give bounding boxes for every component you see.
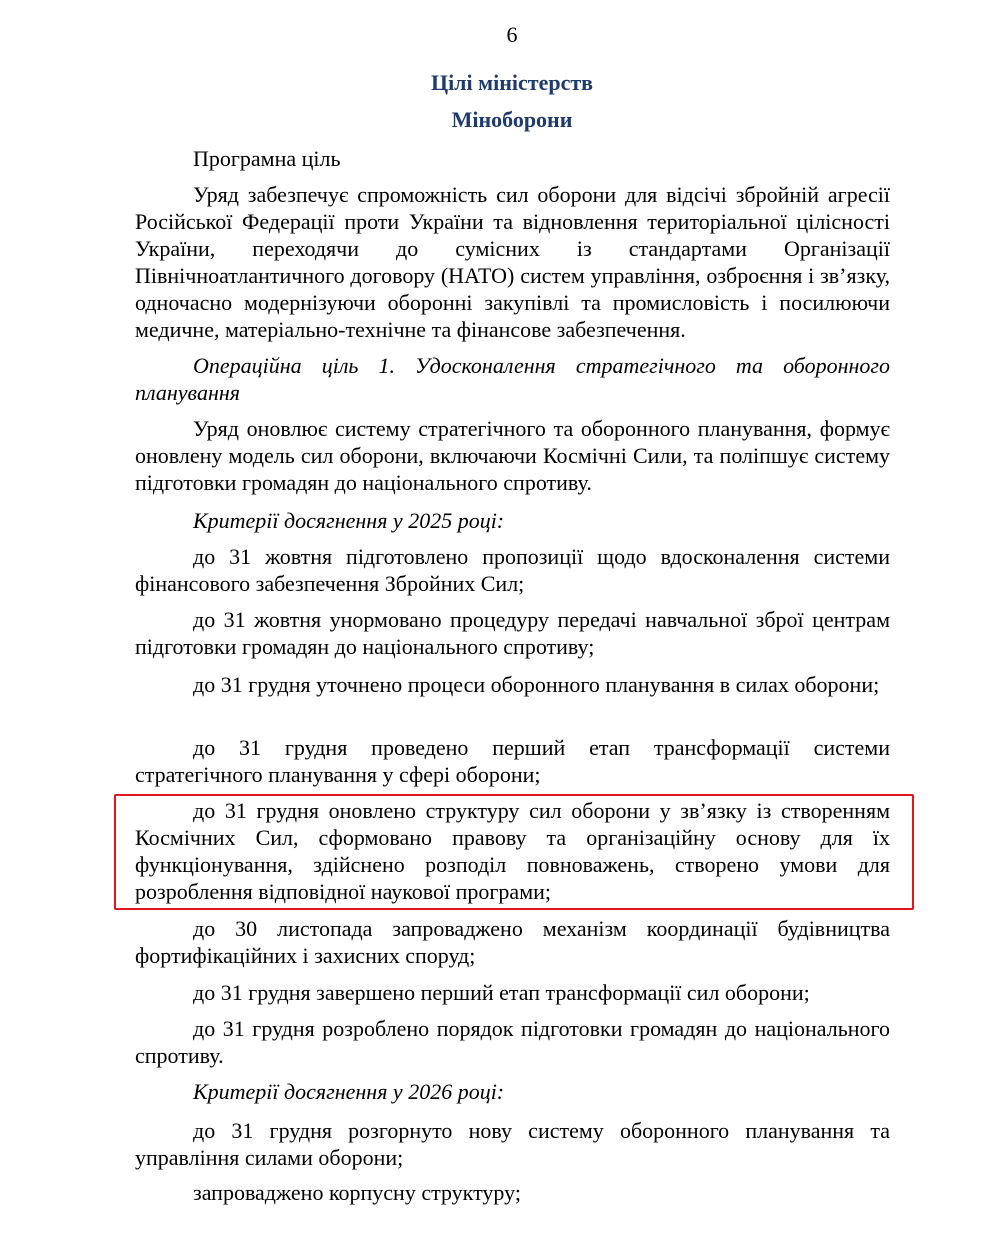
criterion-item: до 30 листопада запроваджено механізм координації будівництва фортифікаційних і захисних споруд; bbox=[135, 916, 890, 968]
criterion-item: до 31 грудня завершено перший етап трансформації сил оборони; bbox=[193, 980, 810, 1005]
ministry-heading: Міноборони bbox=[451, 107, 573, 132]
criterion-item: до 31 грудня розроблено порядок підготовки громадян до національного спротиву. bbox=[135, 1016, 890, 1068]
criterion-item: до 31 жовтня підготовлено пропозиції щодо вдосконалення системи фінансового забезпечення Збройних Сил; bbox=[135, 544, 890, 596]
criterion-item: до 31 жовтня унормовано процедуру передачі навчальної зброї центрам підготовки громадян до національного спротиву; bbox=[135, 607, 890, 659]
program-goal-text: Уряд забезпечує спроможність сил оборони для відсічі збройній агресії Російської Федерації проти України та відновлення територіальної цілісності України, переходячи до сумісних із стандартами Організації Північноатлантичного договору (НАТО) систем управління, озброєння і зв’язку, одночасно модернізуючи оборонні закупівлі та промисловість і посилюючи медичне, матеріально-технічне та фінансове забезпечення. bbox=[135, 182, 890, 342]
criterion-item: до 31 грудня проведено перший етап трансформації системи стратегічного планування у сфері оборони; bbox=[135, 735, 890, 787]
program-goal-label: Програмна ціль bbox=[193, 146, 341, 171]
criteria-2026-label: Критерії досягнення у 2026 році: bbox=[193, 1079, 505, 1104]
section-heading: Цілі міністерств bbox=[430, 70, 594, 95]
criteria-2025-label: Критерії досягнення у 2025 році: bbox=[193, 508, 505, 533]
operational-goal-title: Операційна ціль 1. Удосконалення стратегічного та оборонного планування bbox=[135, 353, 890, 405]
criterion-item-highlighted: до 31 грудня оновлено структуру сил оборони у зв’язку із створенням Космічних Сил, сформовано правову та організаційну основу для їх функціонування, здійснено розподіл повноважень, створено умови для розроблення відповідної наукової програми; bbox=[135, 798, 890, 904]
criterion-item: до 31 грудня розгорнуто нову систему оборонного планування та управління силами оборони; bbox=[135, 1118, 890, 1170]
operational-goal-text: Уряд оновлює систему стратегічного та оборонного планування, формує оновлену модель сил оборони, включаючи Космічні Сили, та поліпшує систему підготовки громадян до національного спротиву. bbox=[135, 416, 890, 495]
page-number: 6 bbox=[506, 22, 518, 47]
criterion-item: до 31 грудня уточнено процеси оборонного планування в силах оборони; bbox=[193, 672, 880, 697]
criterion-item: запроваджено корпусну структуру; bbox=[193, 1180, 521, 1205]
